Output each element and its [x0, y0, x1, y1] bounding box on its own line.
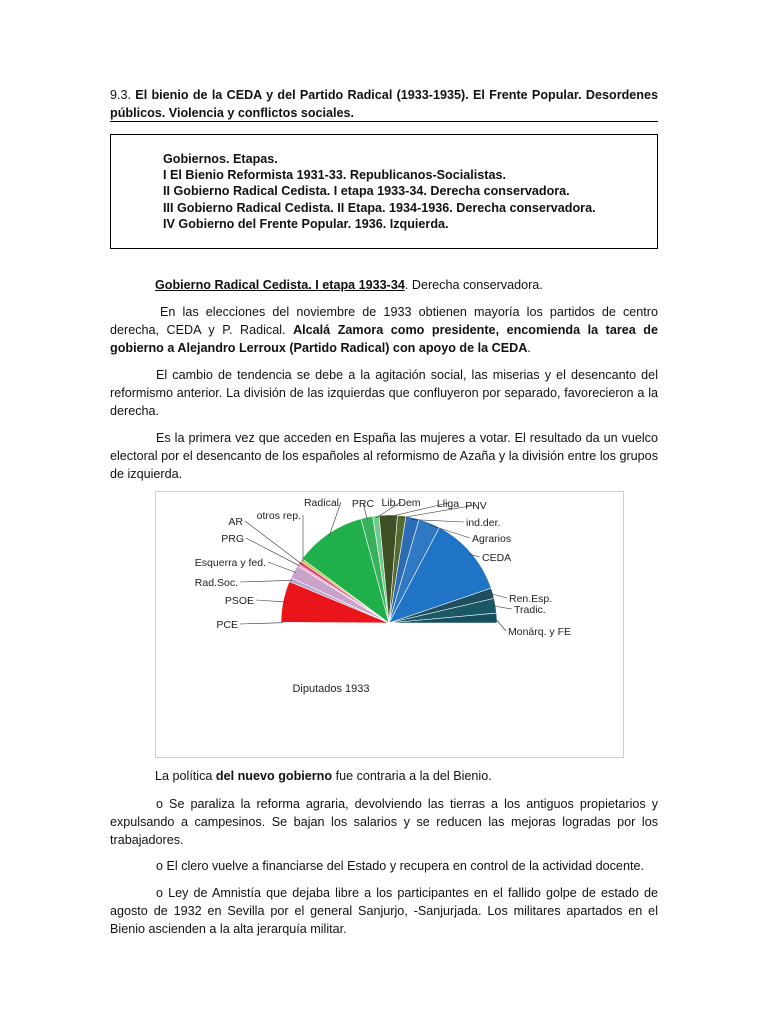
subsection-heading: Gobierno Radical Cedista. I etapa 1933-34	[155, 278, 405, 292]
leader-line-18	[495, 618, 506, 631]
leader-line-4	[268, 562, 296, 573]
slice-label-17: Tradic.	[514, 604, 546, 616]
heading-underline	[110, 121, 658, 122]
box-line-4: IV Gobierno del Frente Popular. 1936. Izquierda.	[163, 217, 449, 231]
slice-label-16: Ren.Esp.	[509, 593, 553, 605]
policy-text-c: fue contraria a la del Bienio.	[332, 769, 492, 783]
governments-box	[110, 134, 658, 249]
section-title: El bienio de la CEDA y del Partido Radical (1933-1935). El Frente Popular. Desordenes públicos. Violencia y conflictos sociales.	[110, 88, 658, 120]
chart-title: Diputados 1933	[292, 683, 370, 695]
deputies-chart-svg	[156, 492, 623, 757]
section-heading	[110, 86, 658, 122]
slice-label-5: PRG	[221, 533, 244, 545]
deputies-chart	[155, 491, 624, 758]
paragraph-elections-end: .	[527, 341, 531, 355]
slice-label-3: Rad.Soc.	[194, 577, 238, 589]
subsection-heading-rest: . Derecha conservadora.	[404, 278, 543, 292]
paragraph-elections	[110, 303, 658, 357]
slice-label-15: CEDA	[482, 552, 512, 564]
box-line-title: Gobiernos. Etapas.	[163, 152, 278, 166]
leader-line-1	[240, 623, 283, 624]
paragraph-new-policy	[155, 767, 492, 785]
leader-line-3	[240, 580, 292, 582]
slice-label-1: PCE	[216, 619, 238, 631]
slice-label-14: Agrarios	[472, 533, 512, 545]
box-line-2: II Gobierno Radical Cedista. I etapa 1933-34. Derecha conservadora.	[163, 184, 570, 198]
paragraph-elections-bold: Alcalá Zamora como presidente, encomienda la tarea de gobierno a Alejandro Lerroux (Partido Radical) con apoyo de la CEDA	[110, 323, 659, 355]
slice-label-12: PNV	[465, 500, 487, 512]
policy-text-a: La política	[155, 769, 216, 783]
box-line-3: III Gobierno Radical Cedista. II Etapa. 1934-1936. Derecha conservadora.	[163, 201, 596, 215]
pie-slices	[281, 515, 497, 623]
slice-label-8: Radical	[303, 497, 339, 509]
paragraph-elections-text: En las elecciones del noviembre de 1933 obtienen mayoría los partidos de centro derecha, CEDA y P. Radical.	[110, 305, 658, 337]
slice-label-10: Lib.Dem	[381, 497, 421, 509]
leader-line-2	[256, 600, 285, 602]
slice-label-18: Monárq. y FE	[508, 626, 572, 638]
slice-label-7: otros rep.	[256, 510, 301, 522]
slice-label-2: PSOE	[224, 595, 254, 607]
leader-line-17	[494, 606, 512, 609]
slice-label-4: Esquerra y fed.	[194, 557, 266, 569]
slice-label-11: Lliga	[436, 498, 460, 510]
bullet-clergy: o El clero vuelve a financiarse del Estado y recupera en control de la actividad docente.	[156, 859, 644, 873]
bullet-amnesty: o Ley de Amnistía que dejaba libre a los participantes en el fallido golpe de estado de agosto de 1932 en Sevilla por el general Sanjurjo, -Sanjurjada. Los militares apartados en el Bienio ascienden a la alta jerarquía militar.	[110, 886, 658, 936]
section-number: 9.3.	[110, 88, 132, 102]
box-line-1: I El Bienio Reformista 1931-33. Republicanos-Socialistas.	[163, 168, 506, 182]
paragraph-women-vote: Es la primera vez que acceden en España las mujeres a votar. El resultado da un vuelco electoral por el desencanto de los españoles al reformismo de Azaña y la división entre los grupos de izquierda.	[110, 431, 658, 481]
slice-label-9: PRC	[351, 498, 375, 510]
paragraph-tendency: El cambio de tendencia se debe a la agitación social, las miserias y el desencanto del reformismo anterior. La división de las izquierdas que confluyeron por separado, favorecieron a la derecha.	[110, 368, 658, 418]
policy-text-bold: del nuevo gobierno	[215, 769, 333, 783]
bullet-agrarian-reform: o Se paraliza la reforma agraria, devolviendo las tierras a los antiguos propietarios y expulsando a campesinos. Se bajan los salarios y se reducen las mejoras logradas por los trabajadores.	[110, 797, 658, 847]
slice-label-13: ind.der.	[466, 517, 501, 529]
subsection-title	[155, 276, 543, 294]
slice-label-6: AR	[228, 516, 243, 528]
